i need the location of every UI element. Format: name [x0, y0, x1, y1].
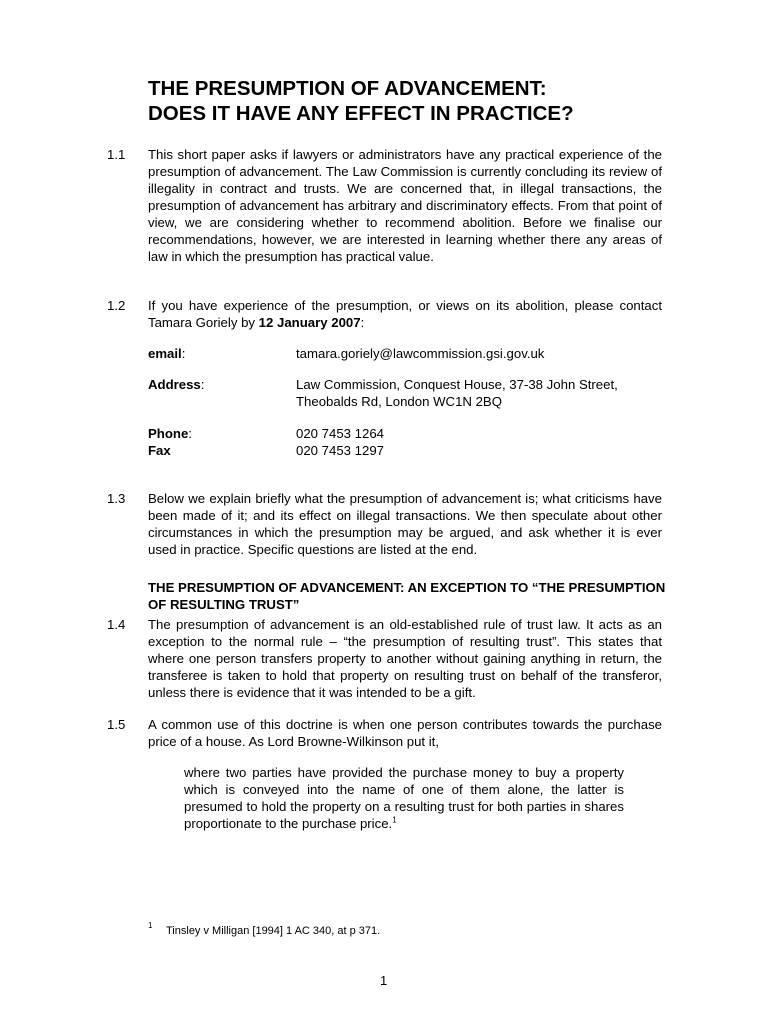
- paragraph-1-5: A common use of this doctrine is when one person contributes towards the purchase price of a house. As Lord Browne-Wilkinson put it,: [148, 717, 662, 749]
- paragraph-number: 1.1: [107, 147, 126, 162]
- paragraph-number: 1.2: [107, 298, 126, 313]
- paragraph-number: 1.4: [107, 617, 126, 632]
- block-quote: [184, 764, 624, 832]
- paragraph-1-2: [148, 297, 662, 331]
- title-line-1: THE PRESUMPTION OF ADVANCEMENT:: [148, 77, 547, 100]
- email-label: email:: [148, 346, 186, 361]
- email-value: tamara.goriely@lawcommission.gsi.gov.uk: [296, 346, 545, 361]
- paragraph-1-2-text: If you have experience of the presumption, or views on its abolition, please contact Tamara Goriely by: [148, 298, 662, 330]
- address-line-2: Theobalds Rd, London WC1N 2BQ: [296, 394, 502, 409]
- deadline-date: 12 January 2007: [258, 315, 361, 330]
- paragraph-1-4: The presumption of advancement is an old-established rule of trust law. It acts as an exception to the normal rule – “the presumption of resulting trust”. This states that where one person transfers property to another without gaining anything in return, the transferee is taken to hold that property on resulting trust on behalf of the transferor, unless there is evidence that it was intended to be a gift.: [148, 617, 662, 700]
- phone-value: 020 7453 1264: [296, 426, 385, 441]
- footnote-mark: 1: [148, 921, 153, 930]
- phone-label: Phone:: [148, 426, 192, 441]
- address-label: Address:: [148, 377, 205, 392]
- address-value: [296, 376, 666, 410]
- footnote-text: Tinsley v Milligan [1994] 1 AC 340, at p 371.: [166, 925, 381, 937]
- fax-value: 020 7453 1297: [296, 443, 385, 458]
- title-line-2: DOES IT HAVE ANY EFFECT IN PRACTICE?: [148, 102, 574, 125]
- paragraph-number: 1.5: [107, 717, 126, 732]
- quote-text: where two parties have provided the purchase money to buy a property which is conveyed into the name of one of them alone, the latter is presumed to hold the property on a resulting trust for both parties in shares proportionate to the purchase price.: [184, 765, 624, 831]
- page-number: 1: [380, 973, 388, 988]
- page-title: [148, 76, 708, 126]
- paragraph-1-2-end: :: [360, 315, 365, 330]
- fax-label: Fax: [148, 443, 171, 458]
- paragraph-1-3: Below we explain briefly what the presumption of advancement is; what criticisms have been made of it; and its effect on illegal transactions. We then speculate about other circumstances in which the presumption may be argued, and ask whether it is ever used in practice. Specific questions are listed at the end.: [148, 491, 662, 557]
- section-heading: THE PRESUMPTION OF ADVANCEMENT: AN EXCEPTION TO “THE PRESUMPTION OF RESULTING TRUST”: [148, 580, 666, 612]
- paragraph-number: 1.3: [107, 491, 126, 506]
- address-line-1: Law Commission, Conquest House, 37-38 John Street,: [296, 377, 618, 392]
- paragraph-1-1: This short paper asks if lawyers or administrators have any practical experience of the presumption of advancement. The Law Commission is currently concluding its review of illegality in contract and trusts. We are concerned that, in illegal transactions, the presumption of advancement has arbitrary and discriminatory effects. From that point of view, we are considering whether to recommend abolition. Before we finalise our recommendations, however, we are interested in learning whether there any areas of law in which the presumption has practical value.: [148, 147, 662, 264]
- footnote-reference[interactable]: 1: [392, 815, 397, 825]
